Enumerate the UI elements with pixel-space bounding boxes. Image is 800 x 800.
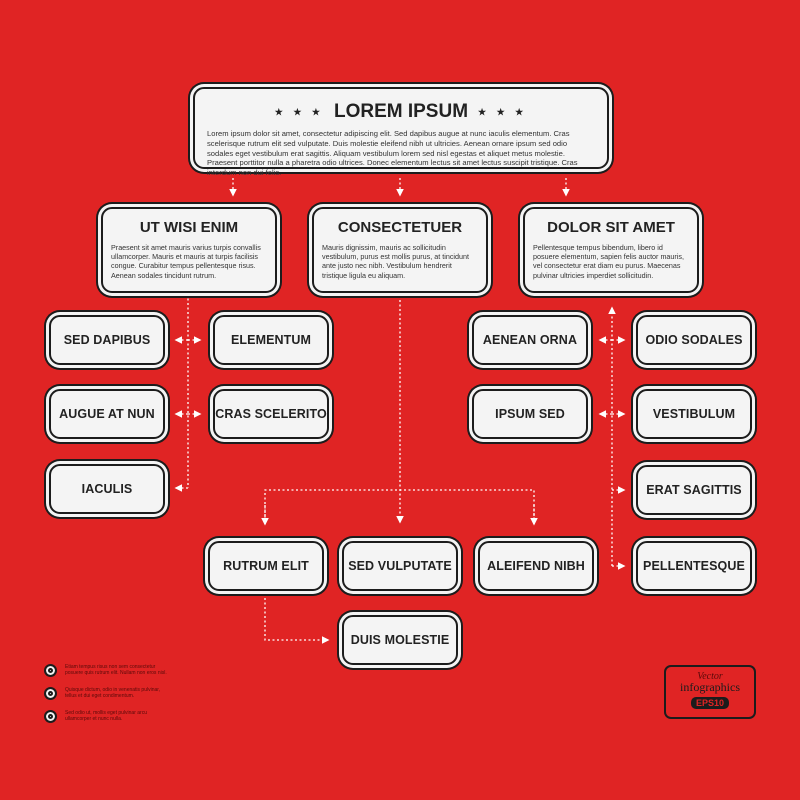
legend-dot-icon: [44, 687, 57, 700]
legend-item: [44, 710, 173, 723]
node-sed-vulputate: SED VULPUTATE: [342, 541, 458, 591]
node-odio-sodales: ODIO SODALES: [636, 315, 752, 365]
node-duis-molestie: DUIS MOLESTIE: [342, 615, 458, 665]
badge-line2: infographics: [680, 680, 740, 694]
stars-right: ★ ★ ★: [478, 106, 528, 117]
node-cras-scelerito: CRAS SCELERITO: [213, 389, 329, 439]
node-augue-at-nun: AUGUE AT NUN: [49, 389, 165, 439]
node-ipsum-sed: IPSUM SED: [472, 389, 588, 439]
top-box: [193, 87, 609, 178]
box-title: UT WISI ENIM: [139, 219, 239, 236]
box-dolor-sit-amet: [523, 207, 699, 293]
node-rutrum-elit: RUTRUM ELIT: [208, 541, 324, 591]
badge-line1: Vector: [697, 671, 723, 682]
box-ut-wisi-enim: [101, 207, 277, 293]
node-iaculis: IACULIS: [49, 464, 165, 514]
node-erat-sagittis: ERAT SAGITTIS: [636, 465, 752, 515]
top-title-row: [203, 101, 599, 123]
badge-tag: EPS10: [691, 697, 729, 709]
top-body: Lorem ipsum dolor sit amet, consectetur adipiscing elit. Sed dapibus augue at nunc iaculis elementum. Cras scelerisque rutrum elit sed vulputate. Duis molestie eleifend nibh ut ultricies. Aenean ornare ipsum sed odio sodales eget vestibulum erat sagittis. Aliquam vestibulum lorem sed nisl egestas et aliquet metus molestie. Praesent porttitor nulla a pharetra odio ultrices. Donec elementum lectus sit amet lectus suscipit tristique. Cras interdum non dui felis.: [207, 129, 578, 178]
node-sed-dapibus: SED DAPIBUS: [49, 315, 165, 365]
node-aenean-orna: AENEAN ORNA: [472, 315, 588, 365]
node-pellentesque: PELLENTESQUE: [636, 541, 752, 591]
connector-duis: [265, 598, 328, 640]
vector-infographics-badge: [664, 665, 756, 719]
top-title: LOREM IPSUM: [333, 101, 469, 122]
legend-text: Sed odio ut, mollis eget pulvinar arcu ullamcorper et nunc nulla.: [65, 710, 147, 722]
legend-text: Quisque dictum, odio in venenatis pulvinar, tellus et dui eget condimentum.: [65, 687, 161, 699]
legend-dot-icon: [44, 710, 57, 723]
box-title: CONSECTETUER: [337, 219, 463, 236]
legend-item: [44, 664, 173, 677]
box-consectetuer: [312, 207, 488, 293]
box-body: Pellentesque tempus bibendum, libero id posuere elementum, sapien felis auctor mauris, vel consectetur erat diam eu purus. Maecenas pulvinar ultricies imperdiet sollicitudin.: [533, 243, 685, 280]
node-elementum: ELEMENTUM: [213, 315, 329, 365]
legend-dot-icon: [44, 664, 57, 677]
legend-item: [44, 687, 173, 700]
stars-left: ★ ★ ★: [274, 106, 324, 117]
node-aleifend-nibh: ALEIFEND NIBH: [478, 541, 594, 591]
box-body: Mauris dignissim, mauris ac sollicitudin vestibulum, purus est mollis purus, at tincidunt ante justo nec nibh. Vestibulum hendrerit tristique ligula eu aliquam.: [322, 243, 470, 280]
node-vestibulum: VESTIBULUM: [636, 389, 752, 439]
legend-text: Etiam tempus risus non sem consectetur posuere quis rutrum elit. Nullam non eros nisl.: [65, 664, 167, 676]
box-title: DOLOR SIT AMET: [547, 219, 675, 236]
box-body: Praesent sit amet mauris varius turpis convallis ullamcorper. Mauris et mauris at turpis facilisis congue. Curabitur tempus pellentesque risus. Aenean sodales tincidunt rutrum.: [111, 243, 261, 280]
